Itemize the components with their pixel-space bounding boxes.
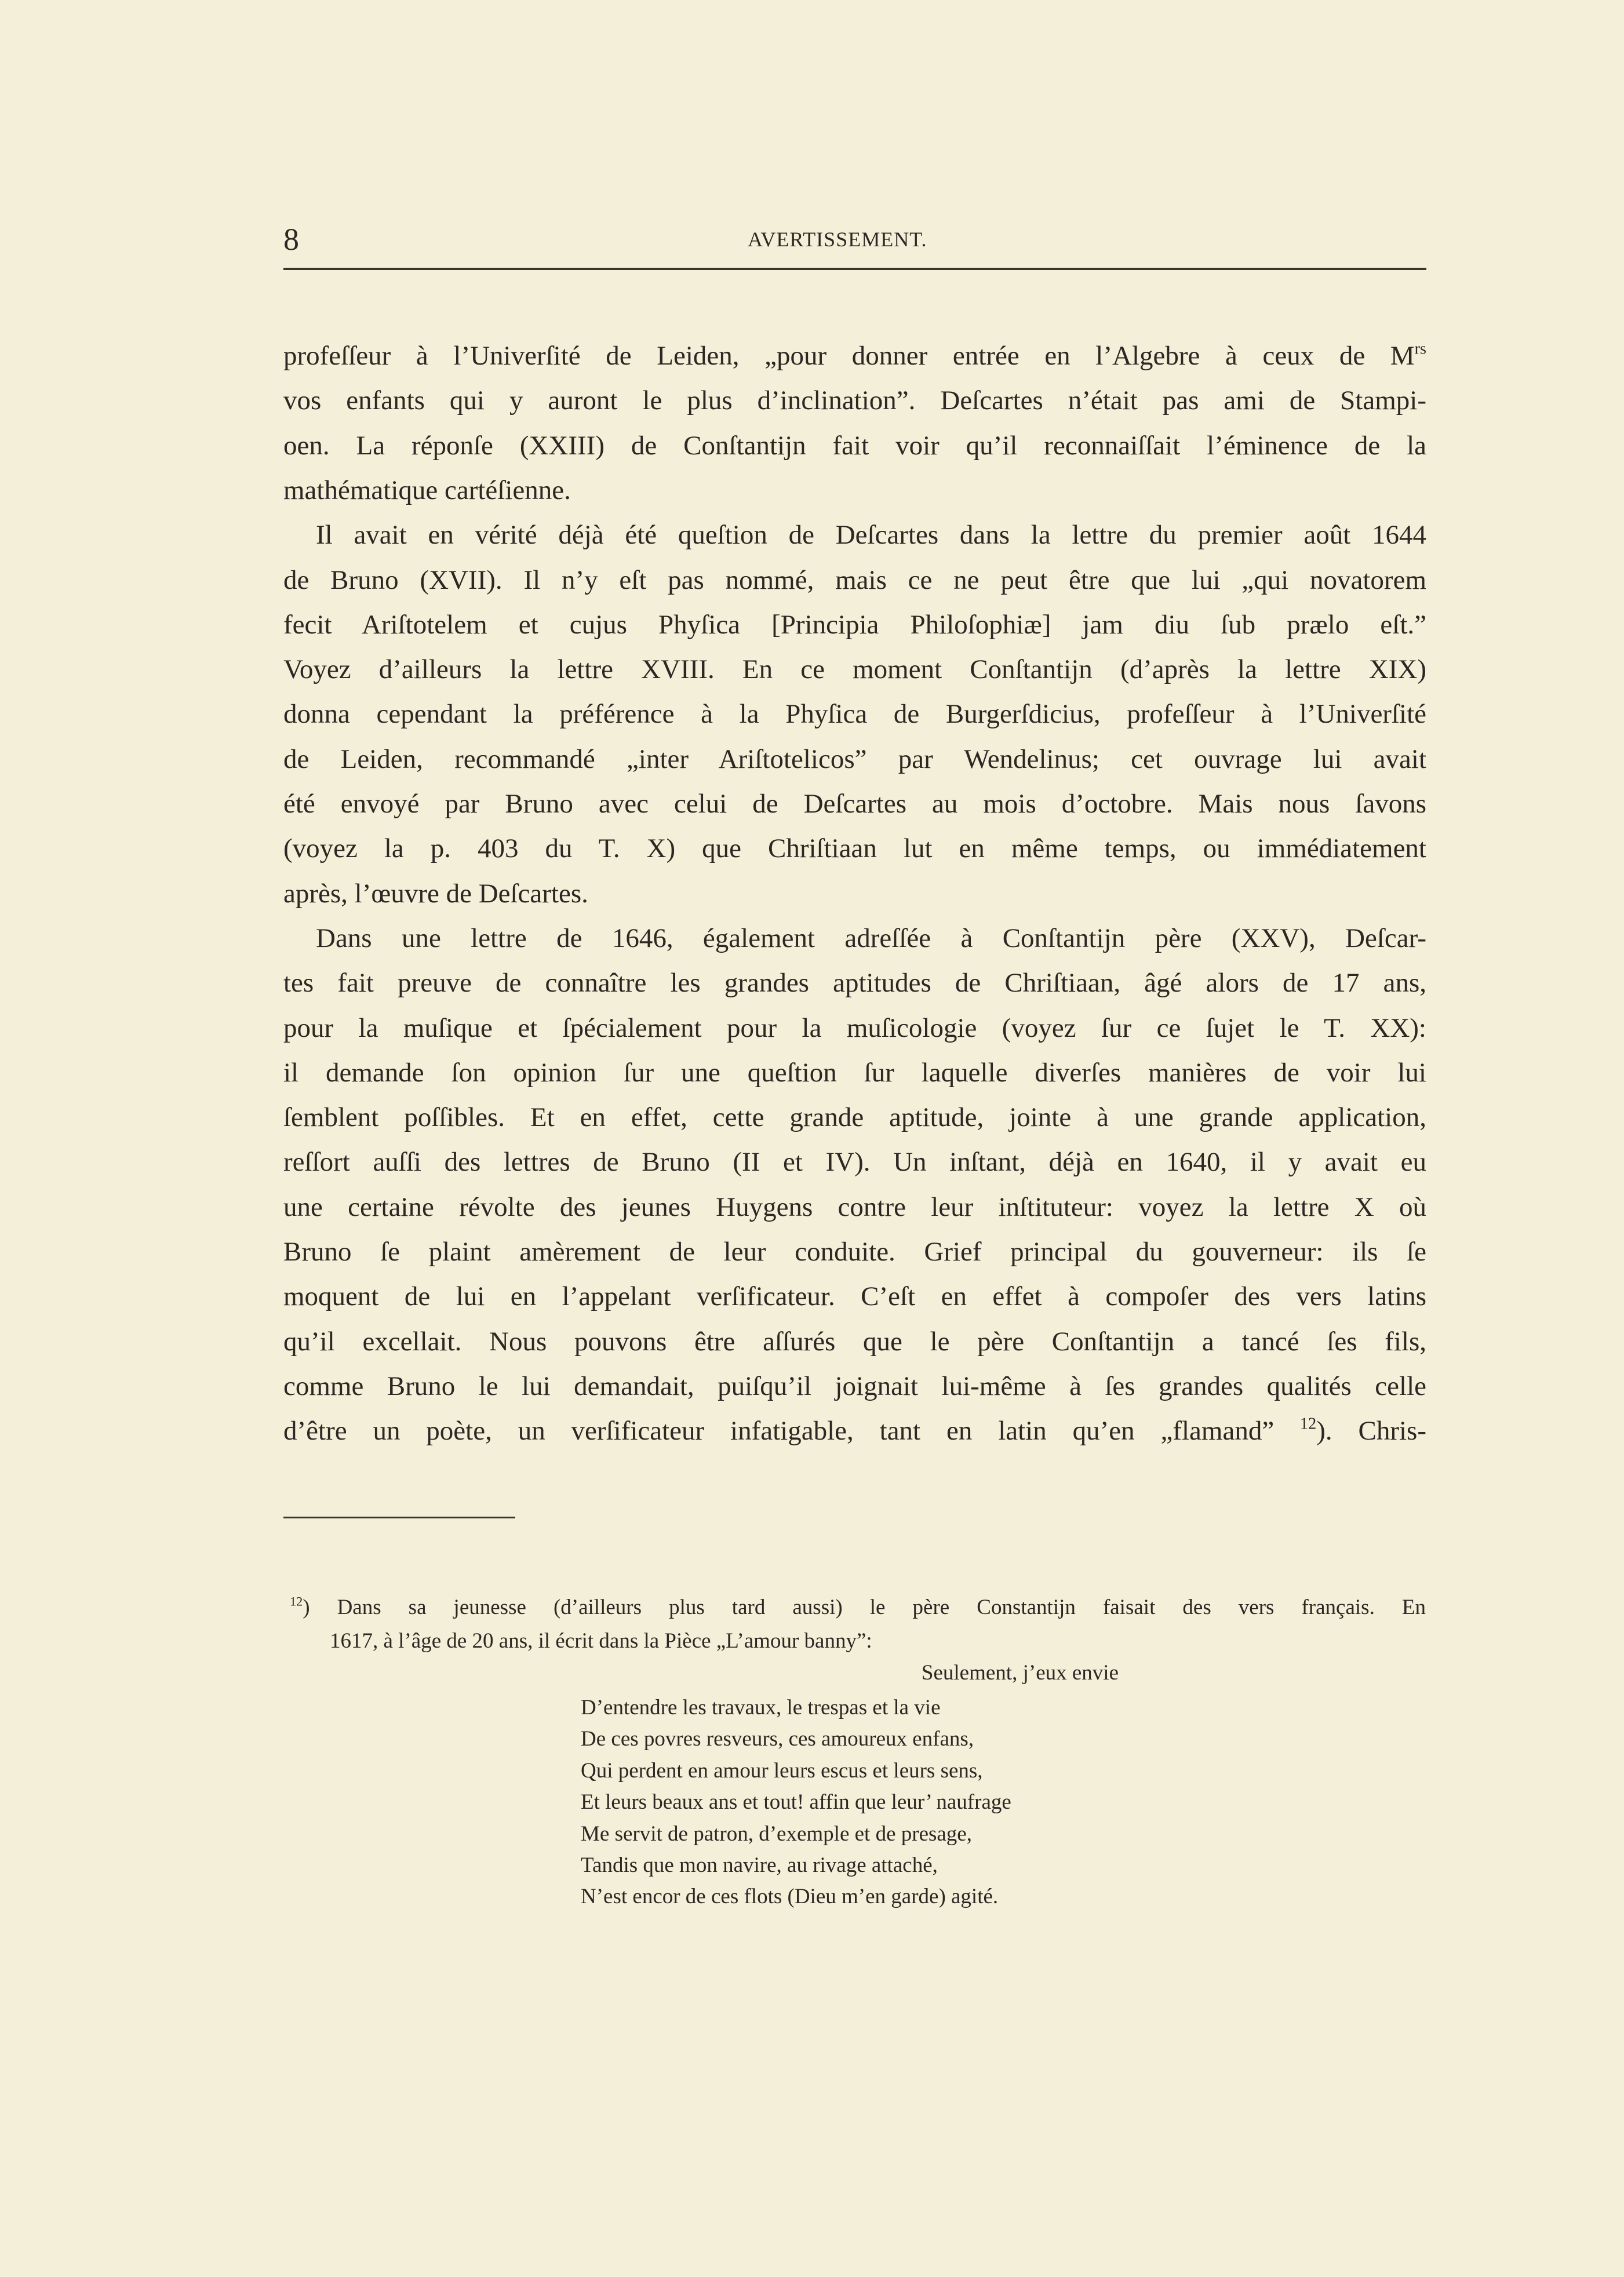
- superscript: rs: [1414, 340, 1426, 358]
- line-text: donna cependant la préférence à la Phyſica de Burgerſdicius, profeſſeur à l’Univerſité: [283, 699, 1426, 730]
- poem-line: Tandis que mon navire, au rivage attaché,: [581, 1853, 938, 1877]
- line-text: d’être un poète, un verſificateur infatigable, tant en latin qu’en „flamand”: [283, 1416, 1301, 1447]
- body-line: [283, 603, 1426, 647]
- body-line: [283, 378, 1426, 423]
- footnote-line: [290, 1592, 1426, 1623]
- poem-line: Et leurs beaux ans et tout! affin que leur’ naufrage: [581, 1790, 1011, 1815]
- body-line: [283, 558, 1426, 603]
- body-line: [283, 1409, 1426, 1453]
- line-text: de Bruno (XVII). Il n’y eſt pas nommé, mais ce ne peut être que lui „qui novatorem: [283, 564, 1426, 595]
- body-line: [283, 872, 1426, 916]
- body-line: [283, 961, 1426, 1005]
- line-text: fecit Ariſtotelem et cujus Phyſica [Principia Philoſophiæ] jam diu ſub prælo eſt.”: [283, 609, 1426, 640]
- footnote-marker: 12: [290, 1594, 303, 1609]
- line-text: (voyez la p. 403 du T. X) que Chriſtiaan lut en même temps, ou immédiatement: [283, 833, 1426, 864]
- line-text: Dans une lettre de 1646, également adreſſée à Conſtantijn père (XXV), Deſcar-: [316, 923, 1426, 953]
- line-text: pour la muſique et ſpécialement pour la muſicologie (voyez ſur ce ſujet le T. XX):: [283, 1012, 1426, 1043]
- line-text-after: ). Chris-: [1316, 1416, 1426, 1447]
- line-text: oen. La réponſe (XXIII) de Conſtantijn fait voir qu’il reconnaiſſait l’éminence de la: [283, 430, 1426, 461]
- body-line: [283, 334, 1426, 378]
- line-text: Bruno ſe plaint amèrement de leur conduite. Grief principal du gouverneur: ils ſe: [283, 1237, 1426, 1267]
- line-text: une certaine révolte des jeunes Huygens contre leur inſtituteur: voyez la lettre X où: [283, 1192, 1426, 1222]
- page-number: 8: [283, 222, 299, 257]
- header-rule: [283, 268, 1426, 270]
- body-line: [283, 1230, 1426, 1274]
- footnote-rule: [283, 1517, 515, 1518]
- line-text: vos enfants qui y auront le plus d’inclination”. Deſcartes n’était pas ami de Stampi-: [283, 385, 1426, 416]
- body-line: [283, 1274, 1426, 1319]
- body-line: [283, 1095, 1426, 1140]
- body-line: [283, 1006, 1426, 1051]
- line-text: Il avait en vérité déjà été queſtion de Deſcartes dans la lettre du premier août 1644: [316, 520, 1426, 551]
- line-text: comme Bruno le lui demandait, puiſqu’il joignait lui-même à ſes grandes qualités celle: [283, 1371, 1426, 1401]
- line-text: profeſſeur à l’Univerſité de Leiden, „pour donner entrée en l’Algebre à ceux de M: [283, 341, 1415, 371]
- body-line: [283, 1185, 1426, 1230]
- line-text: ſemblent poſſibles. Et en effet, cette grande aptitude, jointe à une grande application,: [283, 1102, 1426, 1133]
- line-text: il demande ſon opinion ſur une queſtion ſur laquelle diverſes manières de voir lui: [283, 1057, 1426, 1088]
- line-text: de Leiden, recommandé „inter Ariſtotelicos” par Wendelinus; cet ouvrage lui avait: [283, 744, 1426, 774]
- body-line: [283, 737, 1426, 782]
- body-line: [283, 513, 1426, 558]
- body-line: [283, 692, 1426, 737]
- body-line: [283, 1140, 1426, 1185]
- line-text: moquent de lui en l’appelant verſificateur. C’eſt en effet à compoſer des vers latins: [283, 1281, 1426, 1312]
- poem-line: De ces povres resveurs, ces amoureux enfans,: [581, 1727, 974, 1751]
- line-text: reſſort auſſi des lettres de Bruno (II et IV). Un inſtant, déjà en 1640, il y avait eu: [283, 1147, 1426, 1178]
- body-line: [283, 916, 1426, 961]
- line-text: après, l’œuvre de Deſcartes.: [283, 878, 588, 909]
- superscript: 12: [1300, 1415, 1317, 1433]
- poem-line: Me servit de patron, d’exemple et de presage,: [581, 1821, 972, 1846]
- footnote-line: 1617, à l’âge de 20 ans, il écrit dans la Pièce „L’amour banny”:: [330, 1629, 872, 1653]
- footnote-text: ) Dans sa jeunesse (d’ailleurs plus tard aussi) le père Constantijn faisait des vers français. En: [303, 1595, 1426, 1619]
- body-line: [283, 424, 1426, 468]
- body-line: [283, 647, 1426, 692]
- body-line: [283, 1320, 1426, 1364]
- poem-line: D’entendre les travaux, le trespas et la vie: [581, 1696, 941, 1719]
- poem-line: N’est encor de ces flots (Dieu m’en garde) agité.: [581, 1885, 999, 1909]
- body-line: [283, 468, 1426, 513]
- body-line: [283, 782, 1426, 826]
- line-text: Voyez d’ailleurs la lettre XVIII. En ce moment Conſtantijn (d’après la lettre XIX): [283, 654, 1426, 685]
- poem-line: Seulement, j’eux envie: [921, 1661, 1119, 1685]
- poem-line: Qui perdent en amour leurs escus et leurs sens,: [581, 1758, 983, 1783]
- line-text: été envoyé par Bruno avec celui de Deſcartes au mois d’octobre. Mais nous ſavons: [283, 789, 1426, 819]
- running-title: AVERTISSEMENT.: [748, 228, 927, 251]
- body-line: [283, 1051, 1426, 1095]
- body-line: [283, 826, 1426, 871]
- line-text: qu’il excellait. Nous pouvons être aſſurés que le père Conſtantijn a tancé ſes fils,: [283, 1326, 1426, 1357]
- line-text: tes fait preuve de connaître les grandes aptitudes de Chriſtiaan, âgé alors de 17 ans,: [283, 968, 1426, 999]
- body-line: [283, 1364, 1426, 1409]
- line-text: mathématique cartéſienne.: [283, 475, 571, 505]
